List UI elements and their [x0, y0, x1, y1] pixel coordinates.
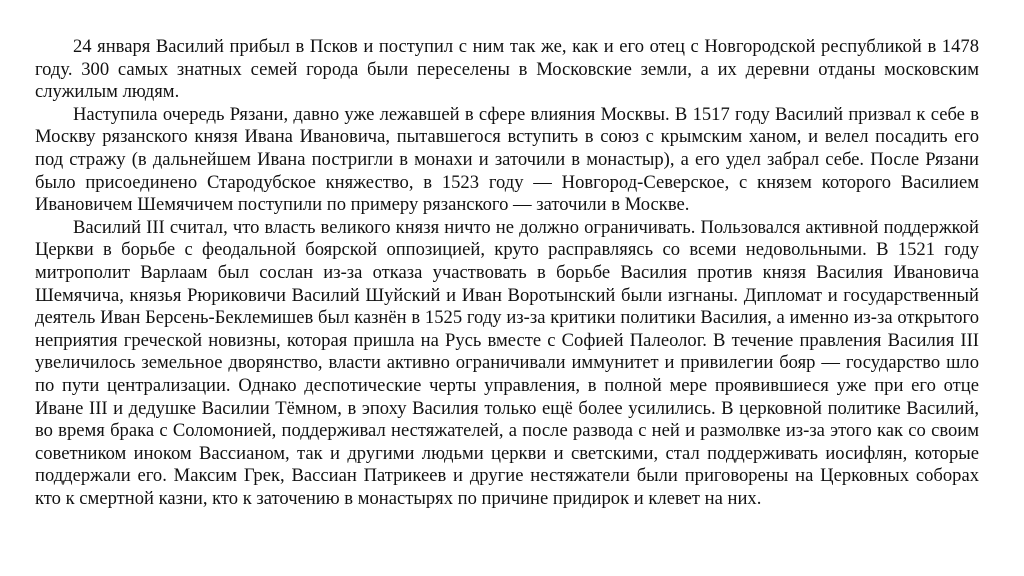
paragraph-vasily-iii-power: Василий III считал, что власть великого князя ничто не должно ограничивать. Пользовался активной поддержкой Церкви в борьбе с феодальной боярской оппозицией, круто расправляясь со всеми недовольными. В 1521 году митрополит Варлаам был сослан из-за отказа участвовать в борьбе Василия против князя Василия Ивановича Шемячича, князья Рюриковичи Василий Шуйский и Иван Воротынский были изгнаны. Дипломат и государственный деятель Иван Берсень-Беклемишев был казнён в 1525 году из-за критики политики Василия, а именно из-за открытого неприятия греческой новизны, которая пришла на Русь вместе с Софией Палеолог. В течение правления Василия III увеличилось земельное дворянство, власти активно ограничивали иммунитет и привилегии бояр — государство шло по пути централизации. Однако деспотические черты управления, в полной мере проявившиеся уже при его отце Иване III и дедушке Василии Тёмном, в эпоху Василия только ещё более усилились. В церковной политике Василий, во время брака с Соломонией, поддерживал нестяжателей, а после развода с ней и размолвке из-за этого как со своим советником иноком Вассианом, так и другими людьми церкви и светскими, стал поддерживать иосифлян, которые поддержали его. Максим Грек, Вассиан Патрикеев и другие нестяжатели были приговорены на Церковных соборах кто к смертной казни, кто к заточению в монастырях по причине придирок и клевет на них. [35, 216, 979, 509]
paragraph-ryazan: Наступила очередь Рязани, давно уже лежавшей в сфере влияния Москвы. В 1517 году Василий призвал к себе в Москву рязанского князя Ивана Ивановича, пытавшегося вступить в союз с крымским ханом, и велел посадить его под стражу (в дальнейшем Ивана постригли в монахи и заточили в монастыр), а его удел забрал себе. После Рязани было присоединено Стародубское княжество, в 1523 году — Новгород-Северское, с князем которого Василием Ивановичем Шемячичем поступили по примеру рязанского — заточили в Москве. [35, 103, 979, 216]
document-body [35, 36, 979, 510]
paragraph-pskov: 24 января Василий прибыл в Псков и поступил с ним так же, как и его отец с Новгородской республикой в 1478 году. 300 самых знатных семей города были переселены в Московские земли, а их деревни отданы московским служилым людям. [35, 36, 979, 103]
